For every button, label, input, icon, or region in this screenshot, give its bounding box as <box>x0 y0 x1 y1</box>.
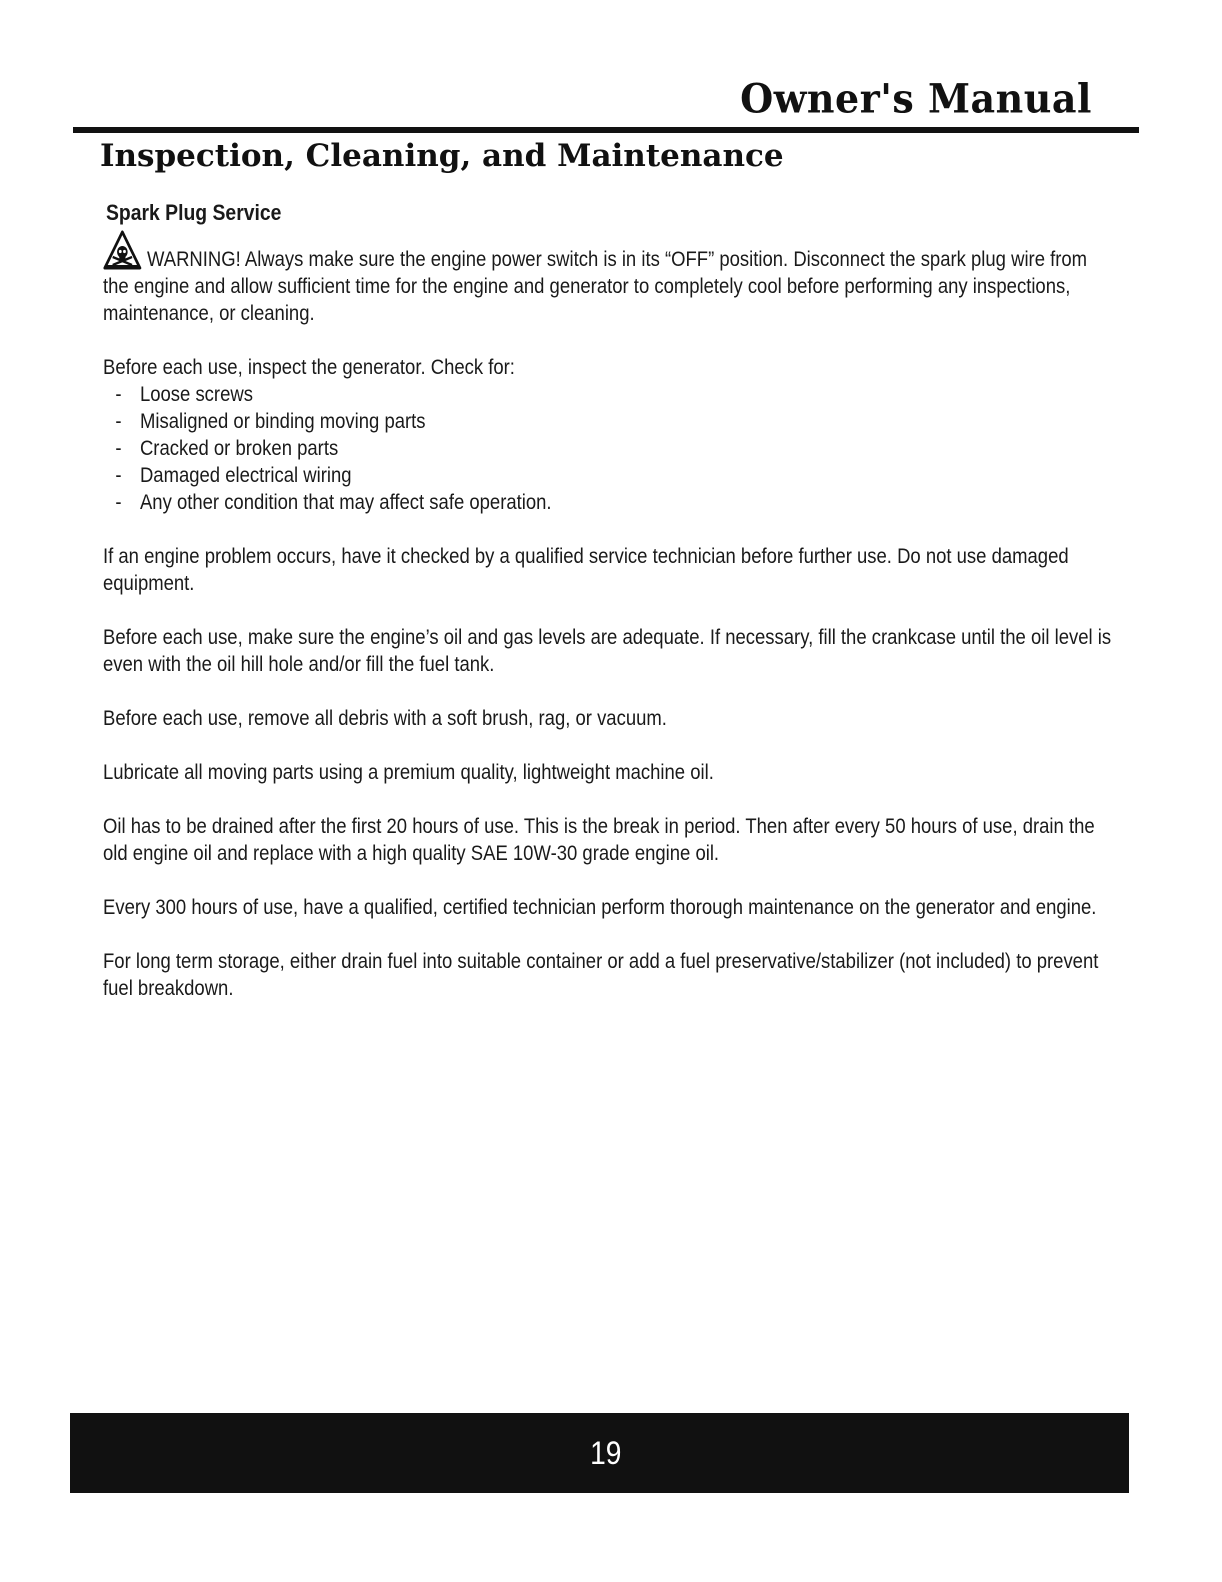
debris-paragraph: Before each use, remove all debris with a soft brush, rag, or vacuum. <box>103 707 667 730</box>
oil-gas-levels-paragraph: Before each use, make sure the engine’s oil and gas levels are adequate. If necessary, fill the crankcase until the oil level is even with the oil hill hole and/or fill the fuel tank. <box>103 626 1112 676</box>
oil-drain-paragraph: Oil has to be drained after the first 20 hours of use. This is the break in period. Then after every 50 hours of use, drain the old engine oil and replace with a high quality SAE 10W-30 grade engine oil. <box>103 815 1095 865</box>
list-item: - Loose screws <box>115 383 253 406</box>
inspection-intro: Before each use, inspect the generator. Check for: <box>103 356 515 379</box>
inspection-checklist <box>103 381 1115 516</box>
storage-paragraph: For long term storage, either drain fuel into suitable container or add a fuel preservative/stabilizer (not included) to prevent fuel breakdown. <box>103 950 1099 1000</box>
subsection-title: Spark Plug Service <box>106 200 282 225</box>
maintenance-paragraph: Every 300 hours of use, have a qualified, certified technician perform thorough maintenance on the generator and engine. <box>103 896 1097 919</box>
section-title: Inspection, Cleaning, and Maintenance <box>100 138 784 174</box>
warning-text: WARNING! Always make sure the engine power switch is in its “OFF” position. Disconnect the spark plug wire from the engine and allow sufficient time for the engine and generator to completely cool before performing any inspections, maintenance, or cleaning. <box>103 248 1088 325</box>
list-item: - Misaligned or binding moving parts <box>115 410 426 433</box>
page-number: 19 <box>589 1434 622 1471</box>
list-item: - Damaged electrical wiring <box>115 464 352 487</box>
lubricate-paragraph: Lubricate all moving parts using a premium quality, lightweight machine oil. <box>103 761 714 784</box>
header-rule <box>73 127 1139 133</box>
warning-paragraph <box>103 228 1115 327</box>
engine-problem-paragraph: If an engine problem occurs, have it checked by a qualified service technician before further use. Do not use damaged equipment. <box>103 545 1069 595</box>
skull-warning-triangle-icon <box>103 230 142 270</box>
list-item: - Any other condition that may affect safe operation. <box>115 491 552 514</box>
footer-bar <box>70 1413 1129 1493</box>
page-content <box>103 228 1115 1029</box>
list-item: - Cracked or broken parts <box>115 437 339 460</box>
manual-title: Owner's Manual <box>740 74 1092 123</box>
